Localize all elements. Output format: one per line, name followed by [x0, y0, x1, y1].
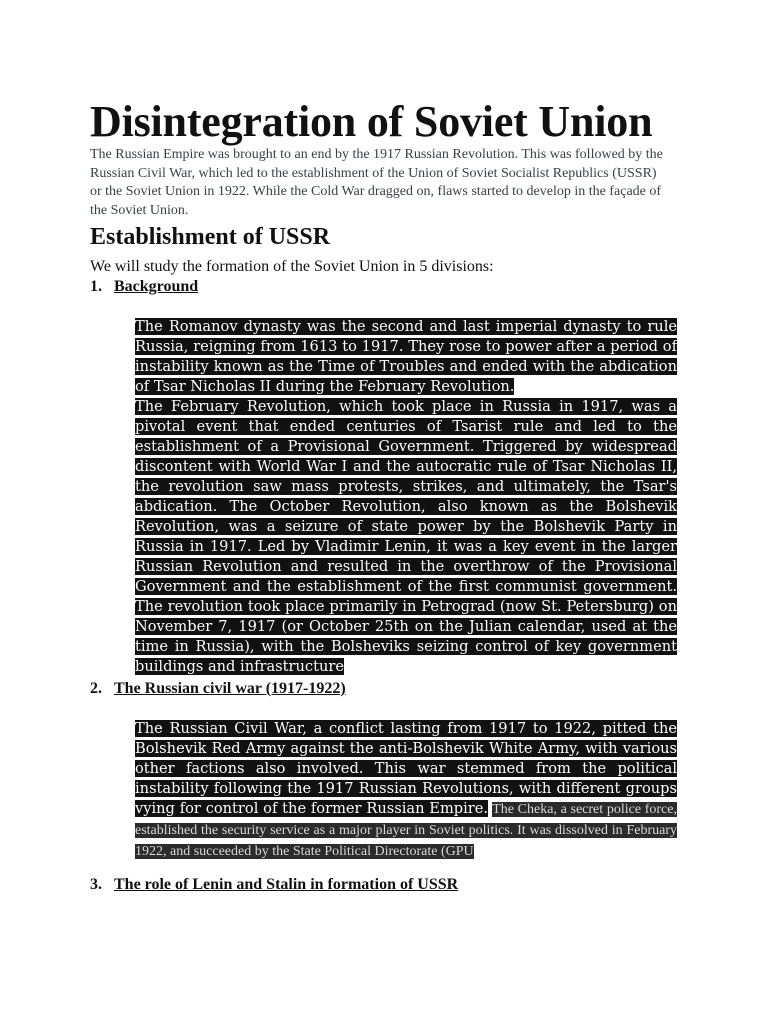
list-item-label: The role of Lenin and Stalin in formation of USSR	[114, 876, 459, 893]
civil-war-text-block	[135, 719, 677, 862]
list-item-lenin-stalin	[90, 875, 459, 895]
page-title: Disintegration of Soviet Union	[90, 97, 653, 146]
background-text-block	[135, 317, 677, 677]
cheka-paragraph: The Cheka, a secret police force, established the security service as a major player in Soviet politics. It was dissolved in February 1922, and succeeded by the State Political Directorate (GPU	[135, 802, 677, 859]
civil-war-paragraph: The Russian Civil War, a conflict lasting from 1917 to 1922, pitted the Bolshevik Red Army against the anti-Bolshevik White Army, with various other factions also involved. This war stemmed from the political instability following the 1917 Russian Revolutions, with different groups vying for control of the former Russian Empire.	[135, 720, 677, 817]
romanov-paragraph: The Romanov dynasty was the second and last imperial dynasty to rule Russia, reigning from 1613 to 1917. They rose to power after a period of instability known as the Time of Troubles and ended with the abdication of Tsar Nicholas II during the February Revolution.	[135, 318, 677, 395]
lead-text: We will study the formation of the Soviet Union in 5 divisions:	[90, 258, 494, 275]
list-number: 1.	[90, 278, 102, 295]
intro-paragraph: The Russian Empire was brought to an end by the 1917 Russian Revolution. This was followed by the Russian Civil War, which led to the establishment of the Union of Soviet Socialist Republics (USSR) or the Soviet Union in 1922. While the Cold War dragged on, flaws started to develop in the façade of the Soviet Union.	[90, 147, 663, 218]
list-item-civil-war	[90, 679, 346, 699]
list-item-background	[90, 277, 199, 297]
list-number: 2.	[90, 680, 102, 697]
section-heading: Establishment of USSR	[90, 224, 331, 250]
revolution-paragraph: The February Revolution, which took place in Russia in 1917, was a pivotal event that ended centuries of Tsarist rule and led to the establishment of a Provisional Government. Triggered by widespread discontent with World War I and the autocratic rule of Tsar Nicholas II, the revolution saw mass protests, strikes, and ultimately, the Tsar's abdication. The October Revolution, also known as the Bolshevik Revolution, was a seizure of state power by the Bolshevik Party in Russia in 1917. Led by Vladimir Lenin, it was a key event in the larger Russian Revolution and resulted in the overthrow of the Provisional Government and the establishment of the first communist government. The revolution took place primarily in Petrograd (now St. Petersburg) on November 7, 1917 (or October 25th on the Julian calendar, used at the time in Russia), with the Bolsheviks seizing control of key government buildings and infrastructure	[135, 398, 677, 675]
list-item-label: The Russian civil war (1917-1922)	[114, 680, 346, 697]
list-number: 3.	[90, 876, 102, 893]
list-item-label: Background	[114, 278, 199, 295]
